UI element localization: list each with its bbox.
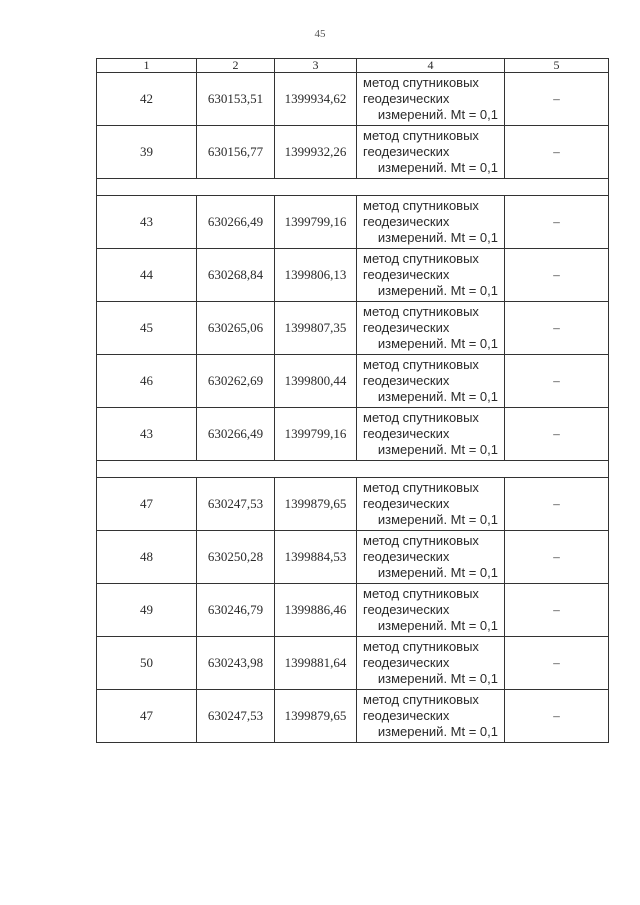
- method-cell: [357, 302, 505, 355]
- method-line: измерений. Mt = 0,1: [377, 283, 498, 298]
- y-coordinate-cell: 1399879,65: [275, 690, 357, 743]
- method-line: метод спутниковых: [363, 533, 479, 548]
- method-line: измерений. Mt = 0,1: [377, 336, 498, 351]
- method-line: геодезических: [363, 426, 450, 441]
- note-cell: –: [505, 478, 609, 531]
- point-number-cell: 50: [97, 637, 197, 690]
- group-separator-cell: [97, 179, 609, 196]
- header-cell-2: 2: [197, 59, 275, 73]
- header-row: [97, 59, 609, 73]
- table-row: [97, 249, 609, 302]
- y-coordinate-cell: 1399881,64: [275, 637, 357, 690]
- method-line: метод спутниковых: [363, 586, 479, 601]
- table-row: [97, 531, 609, 584]
- note-cell: –: [505, 249, 609, 302]
- group-separator-row: [97, 179, 609, 196]
- table-row: [97, 584, 609, 637]
- method-line: измерений. Mt = 0,1: [377, 724, 498, 739]
- note-cell: –: [505, 355, 609, 408]
- x-coordinate-cell: 630246,79: [197, 584, 275, 637]
- table-row: [97, 408, 609, 461]
- method-line: измерений. Mt = 0,1: [377, 618, 498, 633]
- table-row: [97, 478, 609, 531]
- point-number-cell: 39: [97, 126, 197, 179]
- method-cell: [357, 531, 505, 584]
- page-number: 45: [314, 28, 326, 40]
- note-cell: –: [505, 302, 609, 355]
- method-line: измерений. Mt = 0,1: [377, 565, 498, 580]
- point-number-cell: 49: [97, 584, 197, 637]
- note-cell: –: [505, 408, 609, 461]
- method-cell: [357, 355, 505, 408]
- x-coordinate-cell: 630266,49: [197, 196, 275, 249]
- method-cell: [357, 584, 505, 637]
- method-line: измерений. Mt = 0,1: [377, 512, 498, 527]
- x-coordinate-cell: 630247,53: [197, 478, 275, 531]
- y-coordinate-cell: 1399879,65: [275, 478, 357, 531]
- method-line: метод спутниковых: [363, 692, 479, 707]
- group-separator-row: [97, 461, 609, 478]
- y-coordinate-cell: 1399799,16: [275, 408, 357, 461]
- method-cell: [357, 73, 505, 126]
- x-coordinate-cell: 630156,77: [197, 126, 275, 179]
- coordinates-table: [96, 58, 609, 743]
- point-number-cell: 45: [97, 302, 197, 355]
- header-cell-3: 3: [275, 59, 357, 73]
- method-line: геодезических: [363, 320, 450, 335]
- method-line: геодезических: [363, 267, 450, 282]
- x-coordinate-cell: 630250,28: [197, 531, 275, 584]
- method-cell: [357, 690, 505, 743]
- y-coordinate-cell: 1399886,46: [275, 584, 357, 637]
- table-row: [97, 355, 609, 408]
- x-coordinate-cell: 630153,51: [197, 73, 275, 126]
- method-cell: [357, 478, 505, 531]
- method-line: метод спутниковых: [363, 480, 479, 495]
- table-row: [97, 302, 609, 355]
- table-row: [97, 196, 609, 249]
- x-coordinate-cell: 630265,06: [197, 302, 275, 355]
- method-line: геодезических: [363, 602, 450, 617]
- method-line: измерений. Mt = 0,1: [377, 671, 498, 686]
- y-coordinate-cell: 1399800,44: [275, 355, 357, 408]
- x-coordinate-cell: 630243,98: [197, 637, 275, 690]
- point-number-cell: 43: [97, 408, 197, 461]
- method-cell: [357, 249, 505, 302]
- method-line: геодезических: [363, 496, 450, 511]
- method-line: метод спутниковых: [363, 304, 479, 319]
- note-cell: –: [505, 73, 609, 126]
- point-number-cell: 43: [97, 196, 197, 249]
- method-cell: [357, 408, 505, 461]
- point-number-cell: 48: [97, 531, 197, 584]
- note-cell: –: [505, 690, 609, 743]
- method-cell: [357, 637, 505, 690]
- method-line: метод спутниковых: [363, 128, 479, 143]
- table-row: [97, 126, 609, 179]
- method-line: метод спутниковых: [363, 75, 479, 90]
- point-number-cell: 47: [97, 690, 197, 743]
- note-cell: –: [505, 584, 609, 637]
- note-cell: –: [505, 126, 609, 179]
- method-line: измерений. Mt = 0,1: [377, 230, 498, 245]
- method-line: измерений. Mt = 0,1: [377, 107, 498, 122]
- method-line: геодезических: [363, 549, 450, 564]
- method-line: метод спутниковых: [363, 410, 479, 425]
- method-line: метод спутниковых: [363, 251, 479, 266]
- method-line: геодезических: [363, 91, 450, 106]
- x-coordinate-cell: 630266,49: [197, 408, 275, 461]
- note-cell: –: [505, 196, 609, 249]
- method-line: геодезических: [363, 214, 450, 229]
- note-cell: –: [505, 531, 609, 584]
- y-coordinate-cell: 1399884,53: [275, 531, 357, 584]
- x-coordinate-cell: 630247,53: [197, 690, 275, 743]
- method-line: метод спутниковых: [363, 198, 479, 213]
- table-row: [97, 637, 609, 690]
- table-row: [97, 73, 609, 126]
- method-line: геодезических: [363, 144, 450, 159]
- method-line: геодезических: [363, 655, 450, 670]
- point-number-cell: 46: [97, 355, 197, 408]
- y-coordinate-cell: 1399799,16: [275, 196, 357, 249]
- y-coordinate-cell: 1399806,13: [275, 249, 357, 302]
- method-line: измерений. Mt = 0,1: [377, 442, 498, 457]
- method-line: геодезических: [363, 373, 450, 388]
- coordinates-table-body: [97, 59, 609, 743]
- header-cell-4: 4: [357, 59, 505, 73]
- y-coordinate-cell: 1399807,35: [275, 302, 357, 355]
- point-number-cell: 42: [97, 73, 197, 126]
- method-line: измерений. Mt = 0,1: [377, 160, 498, 175]
- point-number-cell: 44: [97, 249, 197, 302]
- method-cell: [357, 126, 505, 179]
- y-coordinate-cell: 1399932,26: [275, 126, 357, 179]
- point-number-cell: 47: [97, 478, 197, 531]
- x-coordinate-cell: 630262,69: [197, 355, 275, 408]
- group-separator-cell: [97, 461, 609, 478]
- y-coordinate-cell: 1399934,62: [275, 73, 357, 126]
- x-coordinate-cell: 630268,84: [197, 249, 275, 302]
- table-row: [97, 690, 609, 743]
- method-line: геодезических: [363, 708, 450, 723]
- method-line: метод спутниковых: [363, 357, 479, 372]
- header-cell-1: 1: [97, 59, 197, 73]
- header-cell-5: 5: [505, 59, 609, 73]
- note-cell: –: [505, 637, 609, 690]
- method-line: метод спутниковых: [363, 639, 479, 654]
- method-line: измерений. Mt = 0,1: [377, 389, 498, 404]
- method-cell: [357, 196, 505, 249]
